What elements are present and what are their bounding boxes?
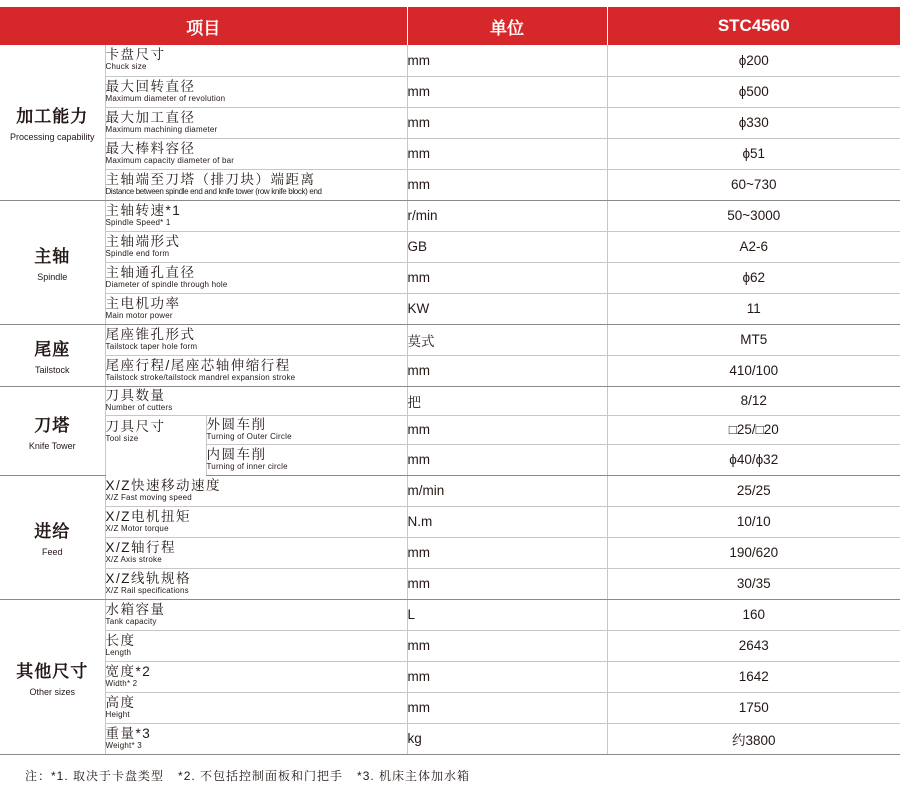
- value-cell: 11: [607, 293, 900, 324]
- item-label: 主轴通孔直径: [105, 264, 196, 280]
- table-row: [0, 723, 900, 754]
- item-cell: [105, 355, 407, 386]
- item-label-en: Tool size: [105, 433, 139, 443]
- value-cell: 2643: [607, 630, 900, 661]
- category-spindle: [0, 200, 105, 324]
- unit-cell: mm: [407, 45, 607, 76]
- unit-cell: GB: [407, 231, 607, 262]
- value-cell: ϕ51: [607, 138, 900, 169]
- category-title: 进给: [34, 522, 71, 541]
- item-label-en: Spindle end form: [105, 248, 170, 258]
- unit-cell: L: [407, 599, 607, 630]
- category-title: 其他尺寸: [16, 661, 89, 681]
- value-cell: 1750: [607, 692, 900, 723]
- table-row: [0, 45, 900, 76]
- item-label-en: Maximum capacity diameter of bar: [105, 155, 235, 165]
- unit-cell: mm: [407, 661, 607, 692]
- item-label-en: Height: [105, 709, 130, 719]
- item-label-en: Chuck size: [105, 62, 147, 72]
- item-label: 尾座锥孔形式: [105, 326, 196, 342]
- category-title: 主轴: [34, 247, 71, 266]
- value-cell: 410/100: [607, 355, 900, 386]
- item-cell: [105, 107, 407, 138]
- value-cell: 30/35: [607, 568, 900, 599]
- item-label: X/Z电机扭矩: [105, 508, 192, 524]
- item-label-en: Width* 2: [105, 678, 138, 688]
- item-cell: [105, 568, 407, 599]
- category-other-sizes: [0, 599, 105, 754]
- item-label: 主轴端形式: [105, 233, 181, 249]
- item-label: 最大加工直径: [105, 109, 196, 125]
- value-cell: 190/620: [607, 537, 900, 568]
- item-cell: [105, 599, 407, 630]
- unit-cell: mm: [407, 107, 607, 138]
- table-row: [0, 76, 900, 107]
- item-cell: [105, 386, 407, 415]
- table-row: [0, 692, 900, 723]
- value-cell: A2-6: [607, 231, 900, 262]
- unit-cell: mm: [407, 692, 607, 723]
- category-subtitle: Processing capability: [9, 132, 95, 143]
- value-cell: ϕ200: [607, 45, 900, 76]
- item-cell: [105, 200, 407, 231]
- unit-cell: mm: [407, 262, 607, 293]
- item-label-en: X/Z Fast moving speed: [105, 492, 192, 502]
- category-subtitle: Spindle: [37, 272, 68, 282]
- unit-cell: kg: [407, 723, 607, 754]
- table-row: [0, 231, 900, 262]
- item-label: 刀具尺寸: [105, 418, 166, 434]
- item-label: 最大棒料容径: [105, 140, 196, 156]
- category-knife-tower: [0, 386, 105, 475]
- item-label: 主电机功率: [105, 295, 181, 311]
- sub-item-cell: [206, 444, 407, 475]
- sub-item-label-en: Turning of Outer Circle: [206, 431, 292, 441]
- item-label-en: Weight* 3: [105, 740, 142, 750]
- item-label-en: Number of cutters: [105, 402, 173, 412]
- item-label: 最大回转直径: [105, 78, 196, 94]
- unit-cell: m/min: [407, 475, 607, 506]
- sub-item-label-en: Turning of inner circle: [206, 461, 288, 471]
- category-subtitle: Knife Tower: [28, 440, 76, 451]
- item-cell: [105, 169, 407, 200]
- value-cell: ϕ40/ϕ32: [607, 444, 900, 475]
- item-cell: [105, 692, 407, 723]
- table-row: [0, 355, 900, 386]
- item-label: 长度: [105, 632, 136, 648]
- unit-cell: mm: [407, 537, 607, 568]
- table-row: [0, 386, 900, 415]
- unit-cell: N.m: [407, 506, 607, 537]
- value-cell: 60~730: [607, 169, 900, 200]
- unit-cell: KW: [407, 293, 607, 324]
- header-model: STC4560: [607, 7, 900, 45]
- item-label-en: Tailstock stroke/tailstock mandrel expansion stroke: [105, 372, 296, 382]
- unit-cell: mm: [407, 76, 607, 107]
- item-label-en: Length: [105, 647, 132, 657]
- item-label: 水箱容量: [105, 601, 166, 617]
- table-row: [0, 324, 900, 355]
- table-row: [0, 200, 900, 231]
- value-cell: 1642: [607, 661, 900, 692]
- category-feed: [0, 475, 105, 599]
- item-cell: [105, 324, 407, 355]
- category-subtitle: Tailstock: [34, 365, 70, 375]
- item-cell: [105, 415, 206, 475]
- item-label: X/Z快速移动速度: [105, 477, 222, 493]
- value-cell: 160: [607, 599, 900, 630]
- item-label-en: X/Z Axis stroke: [105, 554, 162, 564]
- item-label-en: Diameter of spindle through hole: [105, 279, 228, 289]
- item-label: 尾座行程/尾座芯轴伸缩行程: [105, 357, 291, 373]
- unit-cell: mm: [407, 355, 607, 386]
- item-cell: [105, 138, 407, 169]
- item-label: 主轴转速*1: [105, 202, 182, 218]
- unit-cell: 莫式: [407, 324, 607, 355]
- value-cell: 25/25: [607, 475, 900, 506]
- footnotes: [25, 767, 484, 784]
- table-row: [0, 568, 900, 599]
- value-cell: 8/12: [607, 386, 900, 415]
- value-cell: 10/10: [607, 506, 900, 537]
- item-label-en: Maximum machining diameter: [105, 124, 218, 134]
- item-label-en: Tank capacity: [105, 616, 157, 626]
- unit-cell: mm: [407, 415, 607, 444]
- category-title: 刀塔: [34, 415, 71, 435]
- table-row: [0, 475, 900, 506]
- table-row: [0, 661, 900, 692]
- table-row: [0, 138, 900, 169]
- item-cell: [105, 723, 407, 754]
- item-label: 刀具数量: [105, 387, 166, 403]
- item-label-en: Main motor power: [105, 310, 173, 320]
- sub-item-label: 外圆车削: [206, 416, 267, 432]
- item-cell: [105, 630, 407, 661]
- footnote-prefix: 注：: [25, 769, 52, 783]
- item-cell: [105, 45, 407, 76]
- item-cell: [105, 661, 407, 692]
- category-processing: [0, 45, 105, 200]
- value-cell: MT5: [607, 324, 900, 355]
- table-row: [0, 599, 900, 630]
- unit-cell: 把: [407, 386, 607, 415]
- item-cell: [105, 262, 407, 293]
- header-row: [0, 7, 900, 45]
- item-label: 高度: [105, 694, 136, 710]
- value-cell: 50~3000: [607, 200, 900, 231]
- item-label-en: X/Z Rail specifications: [105, 585, 189, 595]
- table-row: [0, 415, 900, 444]
- value-cell: 约3800: [607, 723, 900, 754]
- spec-table: [0, 7, 900, 755]
- item-label: 卡盘尺寸: [105, 47, 166, 63]
- item-cell: [105, 231, 407, 262]
- item-label: 宽度*2: [105, 663, 152, 679]
- item-label-en: X/Z Motor torque: [105, 523, 169, 533]
- unit-cell: mm: [407, 630, 607, 661]
- category-subtitle: Other sizes: [29, 686, 75, 697]
- unit-cell: mm: [407, 169, 607, 200]
- item-cell: [105, 475, 407, 506]
- sub-item-cell: [206, 415, 407, 444]
- table-row: [0, 506, 900, 537]
- category-title: 尾座: [34, 340, 71, 359]
- item-label: 重量*3: [105, 725, 152, 741]
- item-label: X/Z轴行程: [105, 539, 177, 555]
- item-cell: [105, 76, 407, 107]
- table-row: [0, 630, 900, 661]
- item-label: 主轴端至刀塔（排刀块）端距离: [105, 171, 316, 187]
- item-cell: [105, 506, 407, 537]
- unit-cell: r/min: [407, 200, 607, 231]
- value-cell: ϕ62: [607, 262, 900, 293]
- footnote-1: *1. 取决于卡盘类型: [51, 769, 165, 783]
- value-cell: ϕ330: [607, 107, 900, 138]
- header-item: 项目: [0, 7, 407, 45]
- footnote-2: *2. 不包括控制面板和门把手: [178, 769, 344, 783]
- item-cell: [105, 537, 407, 568]
- unit-cell: mm: [407, 138, 607, 169]
- item-label-en: Spindle Speed* 1: [105, 217, 171, 227]
- table-row: [0, 169, 900, 200]
- sub-item-label: 内圆车削: [206, 446, 267, 462]
- item-label-en: Maximum diameter of revolution: [105, 93, 226, 103]
- table-row: [0, 262, 900, 293]
- table-row: [0, 293, 900, 324]
- item-cell: [105, 293, 407, 324]
- item-label-en: Distance between spindle end and knife tower (row knife block) end: [105, 186, 322, 196]
- header-unit: 单位: [407, 7, 607, 45]
- category-title: 加工能力: [16, 107, 89, 127]
- table-row: [0, 107, 900, 138]
- footnote-3: *3. 机床主体加水箱: [357, 769, 471, 783]
- unit-cell: mm: [407, 444, 607, 475]
- category-subtitle: Feed: [41, 547, 63, 557]
- table-row: [0, 537, 900, 568]
- value-cell: □25/□20: [607, 415, 900, 444]
- item-label-en: Tailstock taper hole form: [105, 341, 198, 351]
- category-tailstock: [0, 324, 105, 386]
- unit-cell: mm: [407, 568, 607, 599]
- item-label: X/Z线轨规格: [105, 570, 192, 586]
- value-cell: ϕ500: [607, 76, 900, 107]
